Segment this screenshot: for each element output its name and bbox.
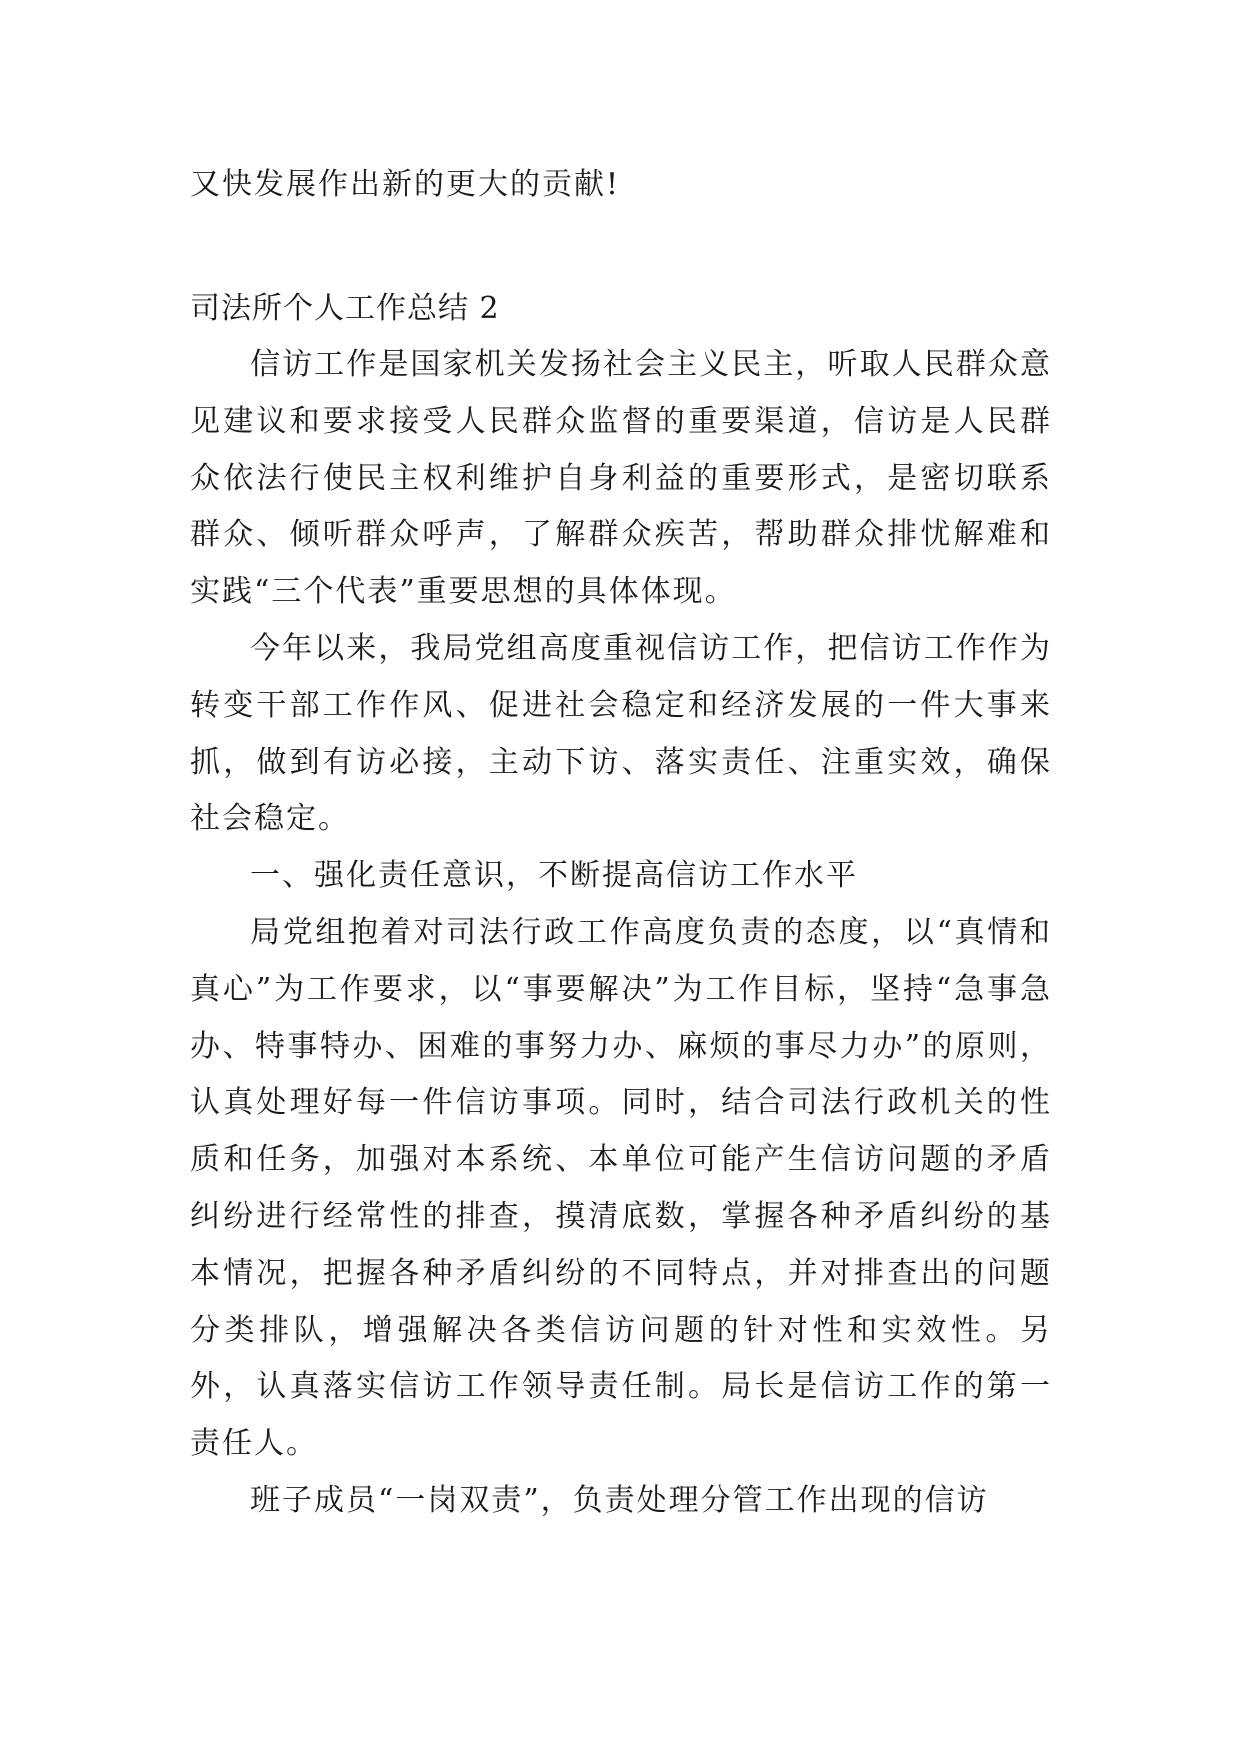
- paragraph-intro: 信访工作是国家机关发扬社会主义民主，听取人民群众意见建议和要求接受人民群众监督的重要渠道，信访是人民群众依法行使民主权利维护自身利益的重要形式，是密切联系群众、倾听群众呼声，了解群众疾苦，帮助群众排忧解难和实践“三个代表”重要思想的具体体现。: [190, 347, 1052, 610]
- body-text: [190, 337, 1052, 1530]
- continued-text-line: 又快发展作出新的更大的贡献!: [190, 167, 621, 202]
- section-title: 司法所个人工作总结 2: [190, 291, 500, 326]
- paragraph-party-group: 局党组抱着对司法行政工作高度负责的态度，以“真情和真心”为工作要求，以“事要解决”为工作目标，坚持“急事急办、特事特办、困难的事努力办、麻烦的事尽力办”的原则，认真处理好每一件信访事项。同时，结合司法行政机关的性质和任务，加强对本系统、本单位可能产生信访问题的矛盾纠纷进行经常性的排查，摸清底数，掌握各种矛盾纠纷的基本情况，把握各种矛盾纠纷的不同特点，并对排查出的问题分类排队，增强解决各类信访问题的针对性和实效性。另外，认真落实信访工作领导责任制。局长是信访工作的第一责任人。: [190, 914, 1052, 1462]
- paragraph-this-year: 今年以来，我局党组高度重视信访工作，把信访工作作为转变干部工作作风、促进社会稳定和经济发展的一件大事来抓，做到有访必接，主动下访、落实责任、注重实效，确保社会稳定。: [190, 630, 1052, 837]
- subheading-responsibility: 一、强化责任意识，不断提高信访工作水平: [250, 858, 858, 894]
- paragraph-team-members: 班子成员“一岗双责”，负责处理分管工作出现的信访: [250, 1482, 989, 1518]
